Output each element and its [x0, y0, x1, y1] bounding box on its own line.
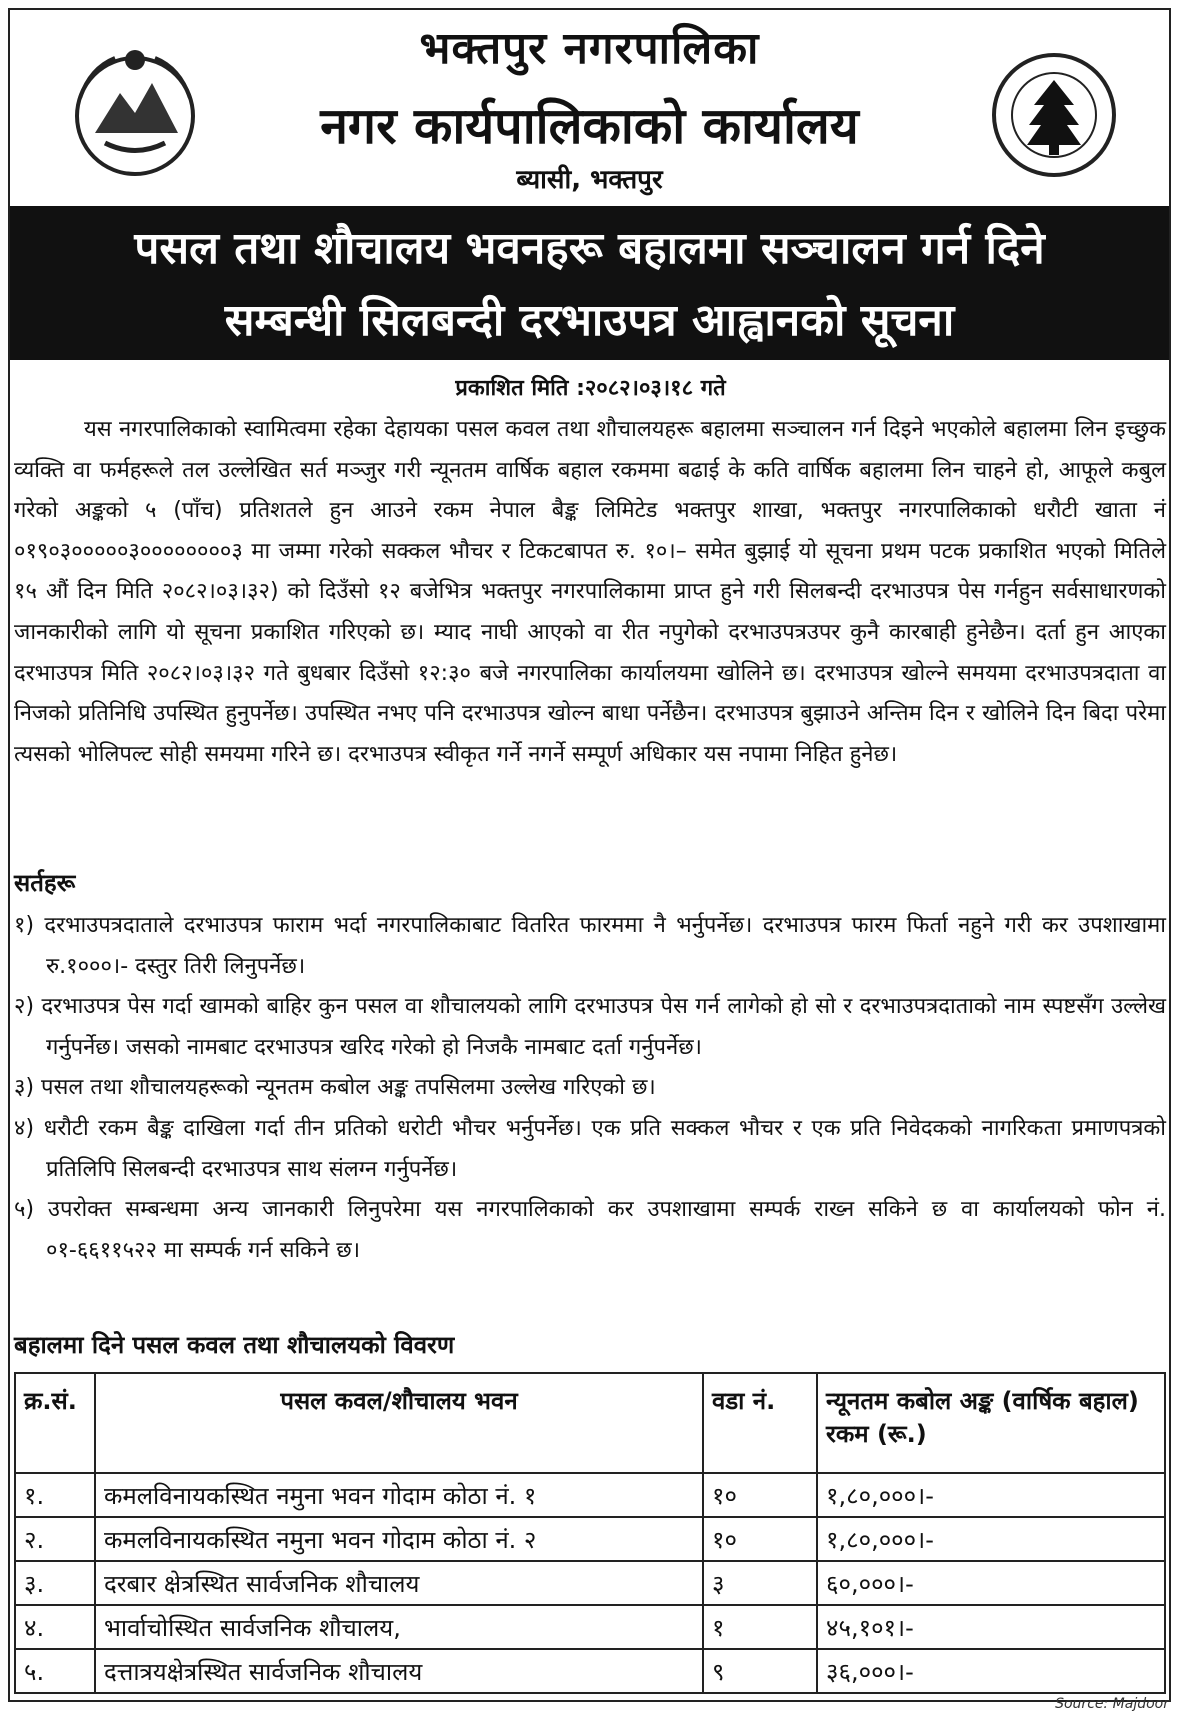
cell-building: दरबार क्षेत्रस्थित सार्वजनिक शौचालय: [95, 1561, 703, 1605]
cell-ward: १०: [703, 1473, 817, 1517]
property-table: [14, 1372, 1166, 1694]
published-date: प्रकाशित मिति :२०८२।०३।१८ गते: [455, 376, 726, 401]
table-row: [15, 1561, 1165, 1605]
condition-item: ४) धरौटी रकम बैङ्क दाखिला गर्दा तीन प्रतिको धरोटी भौचर भर्नुपर्नेछ। एक प्रति सक्कल भौचर र एक प्रति निवेदकको नागरिकता प्रमाणपत्रको प्रतिलिपि सिलबन्दी दरभाउपत्र साथ संलग्न गर्नुपर्नेछ।: [14, 1115, 1166, 1182]
cell-serial: ३.: [15, 1561, 95, 1605]
cell-ward: ३: [703, 1561, 817, 1605]
condition-item: १) दरभाउपत्रदाताले दरभाउपत्र फाराम भर्दा नगरपालिकाबाट वितरित फारममा नै भर्नुपर्नेछ। दरभाउपत्र फारम फिर्ता नहुने गरी कर उपशाखामा रु.१०००।- दस्तुर तिरी लिनुपर्नेछ।: [14, 913, 1166, 979]
cell-ward: ९: [703, 1649, 817, 1693]
cell-amount: १,८०,०००।-: [817, 1473, 1165, 1517]
municipality-seal-icon: [989, 50, 1119, 180]
condition-item: ३) पसल तथा शौचालयहरूको न्यूनतम कबोल अङ्क तपसिलमा उल्लेख गरिएको छ।: [14, 1075, 656, 1101]
cell-ward: १: [703, 1605, 817, 1649]
table-header-row: [15, 1373, 1165, 1473]
table-row: [15, 1473, 1165, 1517]
condition-item: ५) उपरोक्त सम्बन्धमा अन्य जानकारी लिनुपरेमा यस नगरपालिकाको कर उपशाखामा सम्पर्क राख्न सकिने छ वा कार्यालयको फोन नं. ०१-६६११५२२ मा सम्पर्क गर्न सकिने छ।: [14, 1197, 1166, 1263]
notice-title-line2: सम्बन्धी सिलबन्दी दरभाउपत्र आह्वानको सूचना: [224, 295, 955, 346]
conditions-heading: सर्तहरू: [14, 869, 76, 897]
col-serial: क्र.सं.: [15, 1373, 95, 1473]
col-building: पसल कवल/शौचालय भवन: [95, 1373, 703, 1473]
col-min-bid: न्यूनतम कबोल अङ्क (वार्षिक बहाल) रकम (रू.): [817, 1373, 1165, 1473]
table-row: [15, 1517, 1165, 1561]
office-name: नगर कार्यपालिकाको कार्यालय: [320, 97, 859, 155]
cell-building: दत्तात्रयक्षेत्रस्थित सार्वजनिक शौचालय: [95, 1649, 703, 1693]
notice-header: [10, 10, 1169, 206]
cell-amount: ३६,०००।-: [817, 1649, 1165, 1693]
source-credit: Source: Majdoor: [1055, 1696, 1169, 1712]
cell-ward: १०: [703, 1517, 817, 1561]
cell-serial: ५.: [15, 1649, 95, 1693]
notice-title-line1: पसल तथा शौचालय भवनहरू बहालमा सञ्चालन गर्न दिने: [134, 223, 1045, 274]
cell-amount: ४५,१०१।-: [817, 1605, 1165, 1649]
table-row: [15, 1649, 1165, 1693]
condition-item: २) दरभाउपत्र पेस गर्दा खामको बाहिर कुन पसल वा शौचालयको लागि दरभाउपत्र पेस गर्न लागेको हो सो र दरभाउपत्रदाताको नाम स्पष्टसँग उल्लेख गर्नुपर्नेछ। जसको नामबाट दरभाउपत्र खरिद गरेको हो निजकै नामबाट दर्ता गर्नुपर्नेछ।: [14, 994, 1166, 1060]
table-row: [15, 1605, 1165, 1649]
cell-amount: १,८०,०००।-: [817, 1517, 1165, 1561]
office-address: ब्यासी, भक्तपुर: [516, 165, 663, 195]
municipality-name: भक्तपुर नगरपालिका: [419, 23, 760, 74]
notice-body: यस नगरपालिकाको स्वामित्वमा रहेका देहायका पसल कवल तथा शौचालयहरू बहालमा सञ्चालन गर्न दिइने भएकोले बहालमा लिन इच्छुक व्यक्ति वा फर्महरूले तल उल्लेखित सर्त मञ्जुर गरी न्यूनतम वार्षिक बहाल रकममा बढाई के कति वार्षिक बहालमा लिन चाहने हो, आफूले कबुल गरेको अङ्कको ५ (पाँच) प्रतिशतले हुन आउने रकम नेपाल बैङ्क लिमिटेड भक्तपुर शाखा, भक्तपुर नगरपालिकाको धरौटी खाता नं ०१९०३०००००३००००००००३ मा जम्मा गरेको सक्कल भौचर र टिकटबापत रु. १०।– समेत बुझाई यो सूचना प्रथम पटक प्रकाशित भएको मितिले १५ औं दिन मिति २०८२।०३।३२) को दिउँसो १२ बजेभित्र भक्तपुर नगरपालिकामा प्राप्त हुने गरी सिलबन्दी दरभाउपत्र पेस गर्नहुन सर्वसाधारणको जानकारीको लागि यो सूचना प्रकाशित गरिएको छ। म्याद नाघी आएको वा रीत नपुगेको दरभाउपत्रउपर कुनै कारबाही हुनेछैन। दर्ता हुन आएका दरभाउपत्र मिति २०८२।०३।३२ गते बुधबार दिउँसो १२:३० बजे नगरपालिका कार्यालयमा खोलिने छ। दरभाउपत्र खोल्ने समयमा दरभाउपत्रदाता वा निजको प्रतिनिधि उपस्थित हुनुपर्नेछ। उपस्थित नभए पनि दरभाउपत्र खोल्न बाधा पर्नेछैन। दरभाउपत्र बुझाउने अन्तिम दिन र खोलिने दिन बिदा परेमा त्यसको भोलिपल्ट सोही समयमा गरिने छ। दरभाउपत्र स्वीकृत गर्ने नगर्ने सम्पूर्ण अधिकार यस नपामा निहित हुनेछ।: [14, 417, 1166, 767]
cell-building: कमलविनायकस्थित नमुना भवन गोदाम कोठा नं. १: [95, 1473, 703, 1517]
cell-serial: ४.: [15, 1605, 95, 1649]
cell-building: भार्वाचोस्थित सार्वजनिक शौचालय,: [95, 1605, 703, 1649]
table-heading: बहालमा दिने पसल कवल तथा शौचालयको विवरण: [14, 1331, 455, 1359]
cell-serial: २.: [15, 1517, 95, 1561]
conditions-list: [14, 906, 1166, 1271]
cell-building: कमलविनायकस्थित नमुना भवन गोदाम कोठा नं. २: [95, 1517, 703, 1561]
cell-amount: ६०,०००।-: [817, 1561, 1165, 1605]
cell-serial: १.: [15, 1473, 95, 1517]
notice-title-banner: [10, 206, 1169, 360]
col-ward: वडा नं.: [703, 1373, 817, 1473]
